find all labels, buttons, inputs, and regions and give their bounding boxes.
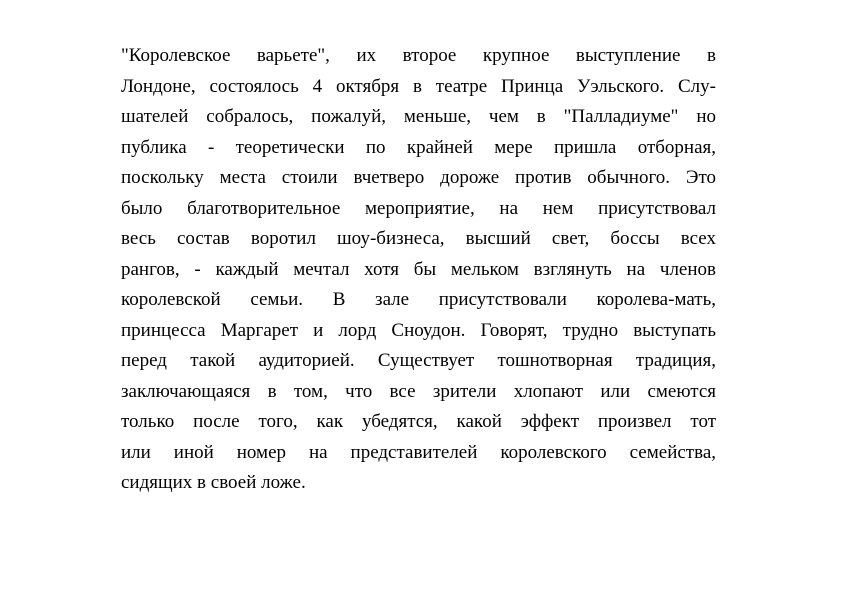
paragraph-line: шателей собралось, пожалуй, меньше, чем в "Палладиуме" но xyxy=(121,106,716,127)
paragraph-line: публика - теоретически по крайней мере пришла отборная, xyxy=(121,136,716,158)
paragraph-line: сидящих в своей ложе. xyxy=(121,472,306,493)
paragraph-line: королевской семьи. В зале присутствовали королева-мать, xyxy=(121,289,716,310)
paragraph-line: поскольку места стоили вчетверо дороже против обычного. Это xyxy=(121,167,716,188)
paragraph-line: весь состав воротил шоу-бизнеса, высший свет, боссы всех xyxy=(121,228,716,249)
paragraph-line: Лондоне, состоялось 4 октября в театре Принца Уэльского. Слу- xyxy=(121,75,716,97)
paragraph-line: было благотворительное мероприятие, на нем присутствовал xyxy=(121,197,716,219)
paragraph-line: рангов, - каждый мечтал хотя бы мельком взглянуть на членов xyxy=(121,258,716,280)
paragraph-line: только после того, как убедятся, какой эффект произвел тот xyxy=(121,411,716,432)
body-paragraph xyxy=(121,41,716,499)
paragraph-line: "Королевское варьете", их второе крупное выступление в xyxy=(121,45,716,66)
paragraph-line: заключающаяся в том, что все зрители хлопают или смеются xyxy=(121,380,716,402)
paragraph-line: принцесса Маргарет и лорд Сноудон. Говорят, трудно выступать xyxy=(121,319,716,341)
paragraph-line: перед такой аудиторией. Существует тошнотворная традиция, xyxy=(121,350,716,371)
paragraph-line: или иной номер на представителей королевского семейства, xyxy=(121,441,716,463)
